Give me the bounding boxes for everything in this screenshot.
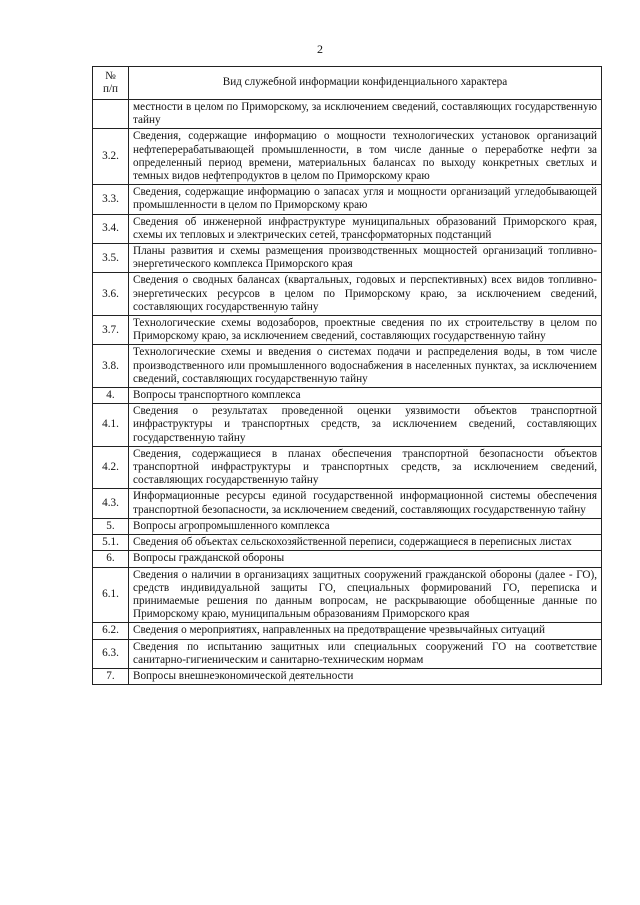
row-number: 3.2. (93, 129, 129, 185)
row-text: Сведения об инженерной инфраструктуре муниципальных образований Приморского края, схемы их тепловых и электрических сетей, трансформаторных подстанций (129, 214, 602, 243)
row-number: 5. (93, 518, 129, 534)
row-number: 7. (93, 668, 129, 684)
table-row (93, 129, 602, 185)
table-row (93, 316, 602, 345)
row-number: 3.4. (93, 214, 129, 243)
row-text: Сведения о сводных балансах (квартальных, годовых и перспективных) всех видов топливно-энергетических ресурсов в целом по Приморскому краю, за исключением сведений, составляющих государственную тайну (129, 273, 602, 316)
row-number: 3.7. (93, 316, 129, 345)
row-number: 3.8. (93, 345, 129, 388)
row-number: 6.2. (93, 623, 129, 639)
page-number: 2 (317, 42, 323, 56)
header-number-label: № п/п (102, 69, 119, 95)
table-row (93, 214, 602, 243)
table-body (93, 100, 602, 685)
row-number: 4.3. (93, 489, 129, 518)
row-text: местности в целом по Приморскому, за исключением сведений, составляющих государственную тайну (129, 100, 602, 129)
row-number: 6.3. (93, 639, 129, 668)
table-header-row (93, 67, 602, 100)
row-number: 6. (93, 551, 129, 567)
row-text: Технологические схемы и введения о системах подачи и распределения воды, в том числе производственного или промышленного водоснабжения в населенных пунктах, за исключением сведений, составляющих государственную тайну (129, 345, 602, 388)
header-number (93, 67, 129, 100)
section-row (93, 551, 602, 567)
row-number: 3.6. (93, 273, 129, 316)
header-title: Вид служебной информации конфиденциального характера (129, 67, 602, 100)
table-row (93, 535, 602, 551)
section-row (93, 518, 602, 534)
row-text: Планы развития и схемы размещения производственных мощностей организаций топливно-энергетического комплекса Приморского края (129, 244, 602, 273)
row-number: 3.3. (93, 185, 129, 214)
row-text: Вопросы внешнеэкономической деятельности (129, 668, 602, 684)
table-row (93, 185, 602, 214)
table-row (93, 100, 602, 129)
row-text: Сведения о результатах проведенной оценки уязвимости объектов транспортной инфраструктуры и транспортных средств, за исключением сведений, составляющих государственную тайну (129, 404, 602, 447)
row-number: 5.1. (93, 535, 129, 551)
row-text: Сведения по испытанию защитных или специальных сооружений ГО на соответствие санитарно-гигиеническим и санитарно-техническим нормам (129, 639, 602, 668)
row-text: Сведения, содержащие информацию о мощности технологических установок организаций нефтеперерабатывающей промышленности, в том числе данные о переработке нефти за определенный период времени, материальных балансах по выходу конкретных светлых и темных видов нефтепродуктов в целом по Приморскому краю (129, 129, 602, 185)
confidential-info-table (92, 66, 602, 685)
table-row (93, 623, 602, 639)
section-row (93, 388, 602, 404)
row-number: 6.1. (93, 567, 129, 623)
row-number (93, 100, 129, 129)
row-number: 3.5. (93, 244, 129, 273)
table-row (93, 489, 602, 518)
row-number: 4.1. (93, 404, 129, 447)
table-row (93, 446, 602, 489)
row-text: Сведения о наличии в организациях защитных сооружений гражданской обороны (далее - ГО), средств индивидуальной защиты ГО, специальных формирований ГО, переписка и принимаемые решения по данным вопросам, не раскрывающие обобщенные данные по Приморскому краю, муниципальным образованиям Приморского края (129, 567, 602, 623)
row-number: 4.2. (93, 446, 129, 489)
row-text: Вопросы транспортного комплекса (129, 388, 602, 404)
table-row (93, 244, 602, 273)
table-row (93, 567, 602, 623)
table-row (93, 345, 602, 388)
row-text: Сведения, содержащие информацию о запасах угля и мощности организаций угледобывающей промышленности в целом по Приморскому краю (129, 185, 602, 214)
row-text: Технологические схемы водозаборов, проектные сведения по их строительству в целом по Приморскому краю, за исключением сведений, составляющих государственную тайну (129, 316, 602, 345)
table-row (93, 273, 602, 316)
row-text: Информационные ресурсы единой государственной информационной системы обеспечения транспортной безопасности, за исключением сведений, составляющих государственную тайну (129, 489, 602, 518)
table-row (93, 639, 602, 668)
row-text: Сведения о мероприятиях, направленных на предотвращение чрезвычайных ситуаций (129, 623, 602, 639)
row-text: Вопросы гражданской обороны (129, 551, 602, 567)
section-row (93, 668, 602, 684)
row-number: 4. (93, 388, 129, 404)
row-text: Сведения, содержащиеся в планах обеспечения транспортной безопасности объектов транспортной инфраструктуры и транспортных средств, за исключением сведений, составляющих государственную тайну (129, 446, 602, 489)
row-text: Сведения об объектах сельскохозяйственной переписи, содержащиеся в переписных листах (129, 535, 602, 551)
row-text: Вопросы агропромышленного комплекса (129, 518, 602, 534)
table-row (93, 404, 602, 447)
